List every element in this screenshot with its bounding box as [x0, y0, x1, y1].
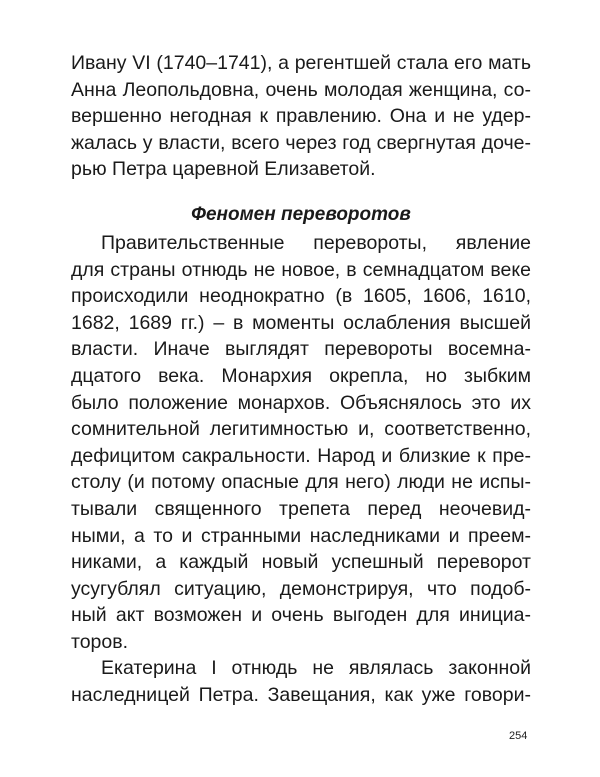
text-line: 1682, 1689 гг.) – в моменты ослабления высшей — [71, 311, 531, 334]
text-line: столу (и потому опасные для него) люди не испы- — [71, 471, 531, 494]
text-line: власти. Иначе выглядят перевороты восемна- — [71, 338, 531, 361]
text-line: тывали священного трепета перед неочевид- — [71, 497, 531, 520]
text-line: сомнительной легитимностью и, соответственно, — [71, 418, 531, 441]
paragraph-coups — [71, 230, 531, 656]
page-number: 254 — [509, 730, 528, 742]
text-line: происходили неоднократно (в 1605, 1606, 1610, — [71, 285, 531, 308]
text-line: ный акт возможен и очень выгоден для инициа- — [71, 604, 531, 627]
book-page — [71, 50, 531, 709]
text-line: дцатого века. Монархия окрепла, но зыбким — [71, 364, 531, 387]
text-line: жалась у власти, всего через год свергнутая доче- — [71, 131, 531, 154]
section-heading: Феномен переворотов — [191, 203, 411, 225]
text-line: торов. — [71, 630, 129, 653]
text-line: рью Петра царевной Елизаветой. — [71, 158, 376, 181]
paragraph-catherine — [71, 655, 531, 708]
text-line: для страны отнюдь не новое, в семнадцатом веке — [71, 258, 531, 281]
text-line: Екатерина I отнюдь не являлась законной — [101, 657, 531, 680]
text-line: ными, а то и странными наследниками и преем- — [71, 524, 531, 547]
text-line: усугублял ситуацию, демонстрируя, что подоб- — [71, 577, 531, 600]
text-line: Правительственные перевороты, явление — [101, 231, 531, 254]
text-line: Анна Леопольдовна, очень молодая женщина, со- — [71, 78, 531, 101]
text-line: Ивану VI (1740–1741), а регентшей стала его мать — [71, 52, 531, 74]
intro-paragraph — [71, 50, 531, 183]
text-line: вершенно негодная к правлению. Она и не удер- — [71, 105, 531, 128]
text-line: никами, а каждый новый успешный переворот — [71, 551, 531, 574]
text-line: дефицитом сакральности. Народ и близкие к пре- — [71, 444, 531, 467]
text-line: наследницей Петра. Завещания, как уже говори- — [71, 684, 531, 707]
text-line: было положение монархов. Объяснялось это их — [71, 391, 531, 414]
